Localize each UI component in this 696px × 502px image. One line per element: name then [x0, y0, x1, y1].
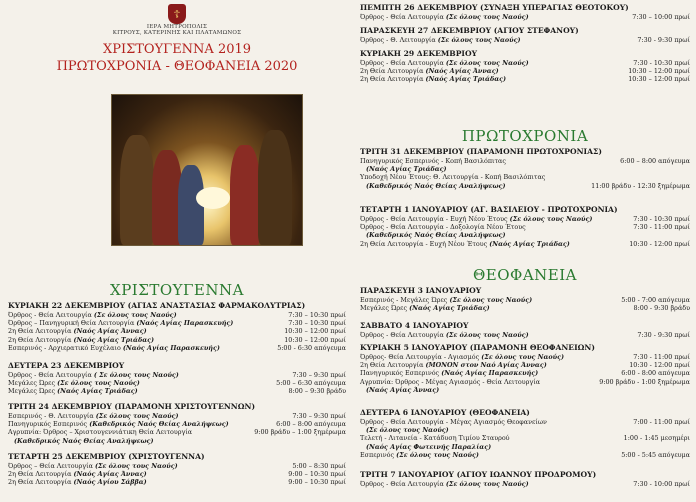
service-name: Εσπερινός: [360, 450, 395, 459]
service-time: 6:00 – 8:00 απόγευμα: [276, 420, 346, 429]
new-year-title: ΠΡΩΤΟΧΡΟΝΙΑ: [461, 127, 589, 145]
service-row: [360, 418, 690, 426]
service-location: (Σε όλους τους Ναούς): [445, 331, 529, 339]
service-location: (Ναός Αγίας Τριάδας): [73, 335, 155, 344]
service-time: 6:00 - 8:00 απόγευμα: [621, 369, 690, 378]
day-heading: ΤΡΙΤΗ 31 ΔΕΚΕΜΒΡΙΟΥ (ΠΑΡΑΜΟΝΗ ΠΡΩΤΟΧΡΟΝΙΑΣ): [360, 147, 602, 156]
service-location: (Σε όλους τους Ναούς): [445, 13, 529, 21]
service-time: 10:30 – 12:00 πρωί: [284, 335, 346, 344]
service-time: 10:30 – 12:00 πρωί: [628, 67, 690, 76]
day-heading: ΚΥΡΙΑΚΗ 5 ΙΑΝΟΥΑΡΙΟΥ (ΠΑΡΑΜΟΝΗ ΘΕΟΦΑΝΕΙΩΝ): [360, 343, 595, 352]
service-time: 7:00 - 11:00 πρωί: [633, 418, 690, 426]
service-time: 9:00 βράδυ - 1:00 ξημέρωμα: [599, 377, 690, 386]
day-heading: ΠΑΡΑΣΚΕΥΗ 3 ΙΑΝΟΥΑΡΙΟΥ: [360, 286, 482, 295]
service-name: Πανηγυρικός Εσπερινός: [8, 420, 88, 429]
day-block: [360, 408, 690, 459]
service-row: [360, 434, 690, 442]
service-row: [360, 353, 690, 361]
service-time: 7:30 - 9:30 πρωί: [637, 331, 690, 339]
service-row: [360, 59, 690, 67]
service-name: Όρθρος - Θεία Λειτουργία: [360, 331, 444, 339]
service-name: Όρθρος - Θ. Λειτουργία: [360, 36, 436, 44]
service-location: (Ναός Αγίας Τριάδας): [366, 165, 447, 174]
metropolis-emblem-icon: ☦: [168, 4, 186, 24]
day-heading: ΤΡΙΤΗ 24 ΔΕΚΕΜΒΡΙΟΥ (ΠΑΡΑΜΟΝΗ ΧΡΙΣΤΟΥΓΕΝΝΩΝ): [8, 402, 256, 411]
service-name: Όρθρος- Θεία Λειτουργία - Αγιασμός: [360, 353, 480, 361]
service-row: [8, 428, 346, 436]
service-row: [8, 336, 346, 344]
day-heading: ΚΥΡΙΑΚΗ 29 ΔΕΚΕΜΒΡΙΟΥ: [360, 49, 477, 58]
service-row: [8, 387, 346, 395]
service-name: 2η Θεία Λειτουργία - Ευχή Νέου Έτους: [360, 239, 488, 248]
service-time: 10:30 – 12:00 πρωί: [628, 75, 690, 84]
service-time: 7:30 - 9:30 πρωί: [637, 36, 690, 44]
service-name: 2η Θεία Λειτουργία: [360, 67, 424, 76]
service-name: Μεγάλες Ώρες: [360, 304, 408, 313]
service-time: 8:00 – 9:30 βράδυ: [288, 387, 346, 396]
service-time: 7:30 – 10:30 πρωί: [288, 319, 346, 328]
nativity-painting: [111, 94, 303, 246]
day-block: [8, 452, 346, 487]
service-time: 1:00 - 1:45 μεσημέρι: [623, 434, 690, 443]
header: [8, 0, 346, 74]
service-name: Όρθρος - Θεία Λειτουργία - Ευχή Νέου Έτους: [360, 215, 508, 223]
day-heading: ΤΡΙΤΗ 7 ΙΑΝΟΥΑΡΙΟΥ (ΑΓΙΟΥ ΙΩΑΝΝΟΥ ΠΡΟΔΡΟΜΟΥ): [360, 470, 597, 479]
service-time: 8:00 - 9:30 βράδυ: [633, 304, 690, 313]
service-name: Όρθρος – Θεία Λειτουργία: [8, 462, 93, 470]
service-time: 7:30 - 10:00 πρωί: [633, 480, 690, 488]
new-year-section: [360, 127, 690, 248]
service-time: 11:00 βράδυ - 12:30 ξημέρωμα: [591, 181, 690, 190]
service-location: (Σε όλους τους Ναούς): [445, 59, 529, 67]
service-location: (Ναός Αγίας Άννας): [366, 385, 440, 394]
service-time: 5:00 - 6:30 απόγευμα: [277, 343, 346, 352]
service-location: (Ναός Αγίας Άννας): [425, 67, 499, 76]
day-block: [360, 26, 690, 44]
day-block: [360, 470, 690, 488]
day-block: [360, 321, 690, 339]
service-location: (Ναός Αγίας Παρασκευής): [122, 343, 220, 352]
service-row: [360, 304, 690, 312]
service-name: 2η Θεία Λειτουργία: [360, 75, 424, 84]
service-row: [360, 296, 690, 304]
service-location: (Σε όλους τους Ναούς): [93, 311, 177, 319]
page-subtitle: ΠΡΩΤΟΧΡΟΝΙΑ - ΘΕΟΦΑΝΕΙΑ 2020: [56, 59, 298, 74]
service-row: [360, 378, 690, 386]
service-name: 2η Θεία Λειτουργία: [8, 335, 72, 344]
left-column: [8, 0, 346, 487]
service-location: (Σε όλους τους Ναούς): [366, 426, 449, 435]
service-row: [360, 157, 690, 165]
service-row: [360, 75, 690, 83]
service-location: (Ναός Αγίας Τριάδας): [409, 304, 490, 313]
service-name: Πανηγυρικός Εσπερινός - Κοπή Βασιλόπιτας: [360, 157, 506, 165]
day-heading: ΠΑΡΑΣΚΕΥΗ 27 ΔΕΚΕΜΒΡΙΟΥ (ΑΓΙΟΥ ΣΤΕΦΑΝΟΥ): [360, 26, 579, 35]
service-location: (Ναός Αγίας Άννας): [73, 327, 147, 336]
service-time: 10:30 - 12:00 πρωί: [629, 239, 690, 248]
service-row: [360, 451, 690, 459]
service-name: Όρθρος - Θεία Λειτουργία: [360, 59, 444, 67]
service-time: 7:30 – 10:00 πρωί: [632, 13, 690, 21]
service-name: Εσπερινός - Μεγάλες Ώρες: [360, 296, 448, 304]
service-row: [360, 331, 690, 339]
service-time: 5:00 – 6:30 απόγευμα: [276, 379, 346, 388]
service-time: 10:30 - 12:00 πρωί: [629, 361, 690, 370]
service-row: [360, 215, 690, 223]
day-block: [360, 205, 690, 248]
service-row: [360, 36, 690, 44]
service-name: Τελετή - Λιτανεία - Κατάδυση Τιμίου Σταυρού: [360, 434, 510, 443]
service-row: [8, 344, 346, 352]
service-name: Εσπερινός - Αρχιερατικό Ευχέλαιο: [8, 343, 121, 352]
service-time: 7:30 - 11:00 πρωί: [633, 223, 690, 232]
org-name-line1: ΙΕΡΑ ΜΗΤΡΟΠΟΛΙΣ: [146, 24, 208, 30]
service-time: 7:30 - 10:30 πρωί: [633, 215, 690, 223]
service-time: 7:30 – 10:30 πρωί: [288, 311, 346, 319]
service-time: 7:30 – 9:30 πρωί: [292, 412, 346, 420]
service-location: (Ναός Αγίας Τριάδας): [57, 387, 138, 396]
theophany-title: ΘΕΟΦΑΝΕΙΑ: [472, 266, 577, 284]
day-heading: ΔΕΥΤΕΡΑ 23 ΔΕΚΕΜΒΡΙΟΥ: [8, 361, 125, 370]
service-time: 10:30 – 12:00 πρωί: [284, 327, 346, 336]
service-location: (Ναός Αγίας Παρασκευής): [441, 369, 539, 378]
service-row: [360, 173, 690, 181]
service-name: Υποδοχή Νέου Έτους: Θ. Λειτουργία - Κοπή Βασιλόπιτας: [360, 173, 546, 182]
service-row: [8, 371, 346, 379]
christmas-section: [8, 281, 346, 487]
service-time: 9:00 – 10:30 πρωί: [288, 470, 346, 479]
service-name: 2η Θεία Λειτουργία: [8, 327, 72, 336]
service-row: [360, 182, 690, 190]
service-row: [360, 13, 690, 21]
service-time: 6:00 – 8:00 απόγευμα: [620, 157, 690, 165]
service-location: (Ναός Αγίου Σάββα): [73, 478, 147, 487]
service-location: (ΜΟΝΟΝ στον Ναό Αγίας Άννας): [425, 361, 547, 370]
page-title: ΧΡΙΣΤΟΥΓΕΝΝΑ 2019: [102, 42, 252, 57]
org-name-line2: ΚΙΤΡΟΥΣ, ΚΑΤΕΡΙΝΗΣ ΚΑΙ ΠΛΑΤΑΜΩΝΟΣ: [112, 30, 242, 36]
day-block: [360, 3, 690, 21]
service-name: 2η Θεία Λειτουργία: [8, 478, 72, 487]
service-name: Όρθρος - Θεία Λειτουργία: [8, 371, 92, 379]
day-block: [8, 402, 346, 445]
service-location: (Καθεδρικός Ναός Θείας Αναλήψεως): [89, 420, 229, 429]
service-location: (Καθεδρικός Ναός Θείας Αναλήψεως): [366, 231, 506, 240]
service-row: [360, 480, 690, 488]
service-location: (Σε όλους τους Ναούς): [481, 353, 564, 361]
service-location: (Σε όλους τους Ναούς): [437, 36, 521, 44]
service-location: ( Σε όλους τους Ναούς): [93, 371, 179, 379]
service-location: (Σε όλους τους Ναούς): [509, 215, 593, 223]
service-location: (Σε όλους τους Ναούς): [95, 412, 179, 420]
service-location: (Σε όλους τους Ναούς): [57, 379, 140, 388]
service-location: (Ναός Αγίας Φωτεινής Παραλίας): [366, 442, 492, 451]
service-row: [8, 327, 346, 335]
service-location: (Ναός Αγίας Παρασκευής): [136, 319, 234, 328]
service-name: Όρθρος – Πανηγυρική Θεία Λειτουργία: [8, 319, 135, 328]
service-row: [360, 386, 690, 394]
service-location: (Καθεδρικός Ναός Θείας Αναλήψεως): [366, 181, 506, 190]
service-row: [8, 412, 346, 420]
service-row: [8, 311, 346, 319]
day-heading: ΔΕΥΤΕΡΑ 6 ΙΑΝΟΥΑΡΙΟΥ (ΘΕΟΦΑΝΕΙΑ): [360, 408, 530, 417]
day-heading: ΤΕΤΑΡΤΗ 1 ΙΑΝΟΥΑΡΙΟΥ (ΑΓ. ΒΑΣΙΛΕΙΟΥ - ΠΡΩΤΟΧΡΟΝΙΑ): [360, 205, 618, 214]
day-heading: ΤΕΤΑΡΤΗ 25 ΔΕΚΕΜΒΡΙΟΥ (ΧΡΙΣΤΟΥΓΕΝΝΑ): [8, 452, 205, 461]
day-block: [360, 49, 690, 84]
service-location: (Σε όλους τους Ναούς): [94, 462, 178, 470]
service-time: 7:30 - 10:30 πρωί: [633, 59, 690, 67]
day-heading: ΣΑΒΒΑΤΟ 4 ΙΑΝΟΥΑΡΙΟΥ: [360, 321, 469, 330]
service-row: [360, 369, 690, 377]
service-location: (Σε όλους τους Ναούς): [445, 480, 529, 488]
service-row: [8, 462, 346, 470]
service-row: [360, 443, 690, 451]
service-location: (Ναός Αγίας Τριάδας): [425, 75, 507, 84]
theophany-section: [360, 266, 690, 488]
service-location: (Σε όλους τους Ναούς): [396, 450, 479, 459]
service-time: 9:00 βράδυ – 1:00 ξημέρωμα: [254, 428, 346, 437]
service-name: Αγρυπνία: Όρθρος – Χριστουγεννιάτικη Θεία Λειτουργία: [8, 428, 193, 437]
service-location: (Ναός Αγίας Τριάδας): [489, 239, 570, 248]
day-block: [360, 343, 690, 394]
service-name: Όρθρος - Θεία Λειτουργία - Μέγας Αγιασμός Θεοφανείων: [360, 418, 547, 426]
service-name: Μεγάλες Ώρες: [8, 387, 56, 396]
service-row: [360, 240, 690, 248]
day-block: [8, 301, 346, 352]
service-time: 5:00 - 7:00 απόγευμα: [621, 296, 690, 304]
service-row: [8, 478, 346, 486]
christmas-title: ΧΡΙΣΤΟΥΓΕΝΝΑ: [110, 281, 244, 299]
service-name: Όρθρος - Θεία Λειτουργία: [360, 480, 444, 488]
day-block: [8, 361, 346, 396]
service-name: Αγρυπνία: Όρθρος - Μέγας Αγιασμός - Θεία Λειτουργία: [360, 377, 541, 386]
day-block: [360, 147, 690, 190]
day-heading: ΚΥΡΙΑΚΗ 22 ΔΕΚΕΜΒΡΙΟΥ (ΑΓΙΑΣ ΑΝΑΣΤΑΣΙΑΣ ΦΑΡΜΑΚΟΛΥΤΡΙΑΣ): [8, 301, 306, 310]
day-block: [360, 286, 690, 312]
service-name: Όρθρος - Θεία Λειτουργία: [8, 311, 92, 319]
service-name: Μεγάλες Ώρες: [8, 379, 56, 388]
service-time: 7:30 - 11:00 πρωί: [633, 353, 690, 361]
service-time: 5:00 - 5:45 απόγευμα: [621, 450, 690, 459]
service-location: (Καθεδρικός Ναός Θείας Αναλήψεως): [14, 436, 154, 445]
service-time: 7:30 – 9:30 πρωί: [292, 371, 346, 379]
service-location: (Σε όλους τους Ναούς): [449, 296, 533, 304]
service-time: 5:00 – 8:30 πρωί: [292, 462, 346, 470]
service-name: 2η Θεία Λειτουργία: [360, 361, 424, 370]
service-location: (Ναός Αγίας Άννας): [73, 470, 147, 479]
service-name: Πανηγυρικός Εσπερινός: [360, 369, 440, 378]
service-time: 9:00 – 10:30 πρωί: [288, 478, 346, 487]
service-name: 2η Θεία Λειτουργία: [8, 470, 72, 479]
service-name: Εσπερινός - Θ. Λειτουργία: [8, 412, 94, 420]
day-heading: ΠΕΜΠΤΗ 26 ΔΕΚΕΜΒΡΙΟΥ (ΣΥΝΑΞΗ ΥΠΕΡΑΓΙΑΣ ΘΕΟΤΟΚΟΥ): [360, 3, 629, 12]
service-row: [360, 231, 690, 239]
service-name: Όρθρος - Θεία Λειτουργία: [360, 13, 444, 21]
service-name: Όρθρος - Θεία Λειτουργία - Δοξολογία Νέου Έτους: [360, 223, 526, 232]
